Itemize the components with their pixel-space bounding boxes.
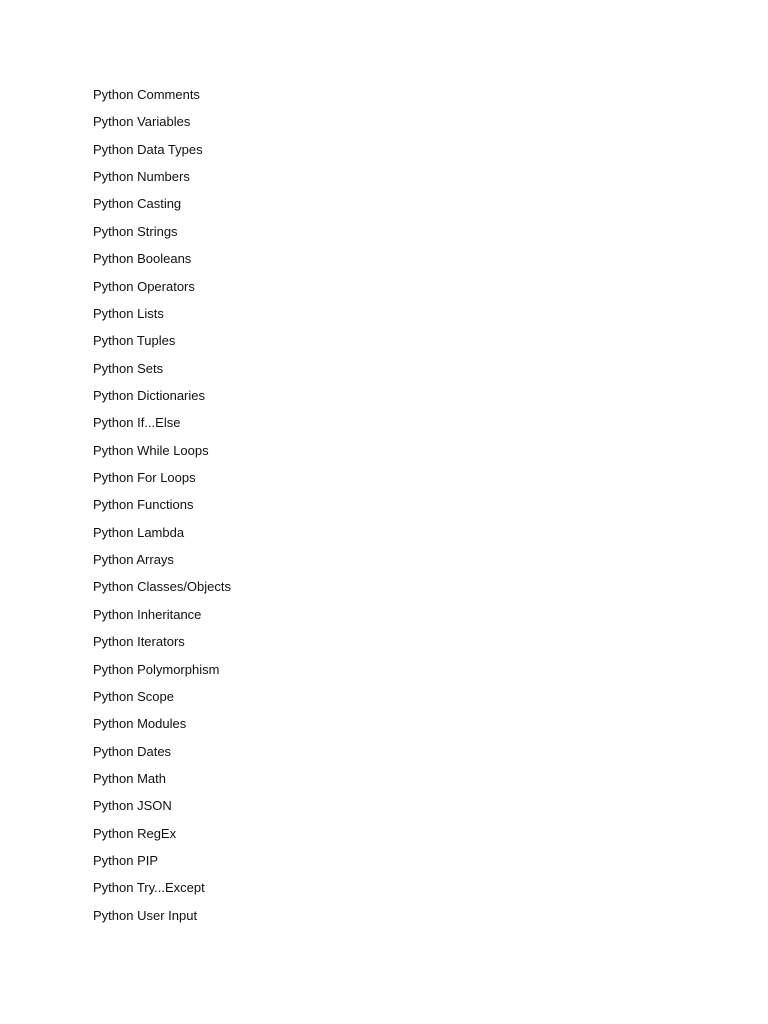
list-item: Python Dates — [93, 743, 172, 759]
list-item: Python Polymorphism — [93, 661, 220, 677]
topic-list — [93, 85, 231, 933]
list-item: Python Modules — [93, 716, 187, 732]
list-item: Python Functions — [93, 497, 194, 513]
list-item: Python JSON — [93, 798, 172, 814]
list-item: Python Sets — [93, 360, 164, 376]
list-item: Python Numbers — [93, 169, 190, 185]
list-item: Python Inheritance — [93, 606, 202, 622]
list-item: Python Strings — [93, 223, 178, 239]
list-item: Python Lambda — [93, 524, 185, 540]
list-item: Python Casting — [93, 196, 182, 212]
list-item: Python Data Types — [93, 141, 203, 157]
list-item: Python Lists — [93, 305, 164, 321]
list-item: Python Classes/Objects — [93, 579, 232, 595]
list-item: Python Math — [93, 770, 166, 786]
list-item: Python Iterators — [93, 634, 185, 650]
list-item: Python Arrays — [93, 552, 174, 568]
list-item: Python Scope — [93, 688, 174, 704]
list-item: Python Dictionaries — [93, 387, 205, 403]
list-item: Python RegEx — [93, 825, 177, 841]
list-item: Python Operators — [93, 278, 195, 294]
list-item: Python While Loops — [93, 442, 209, 458]
list-item: Python Comments — [93, 87, 200, 102]
list-item: Python User Input — [93, 907, 198, 923]
list-item: Python Tuples — [93, 333, 176, 349]
list-item: Python For Loops — [93, 470, 196, 486]
list-item: Python If...Else — [93, 415, 181, 431]
list-item: Python PIP — [93, 853, 159, 869]
list-item: Python Variables — [93, 114, 191, 130]
list-item: Python Try...Except — [93, 880, 205, 896]
list-item: Python Booleans — [93, 251, 192, 267]
